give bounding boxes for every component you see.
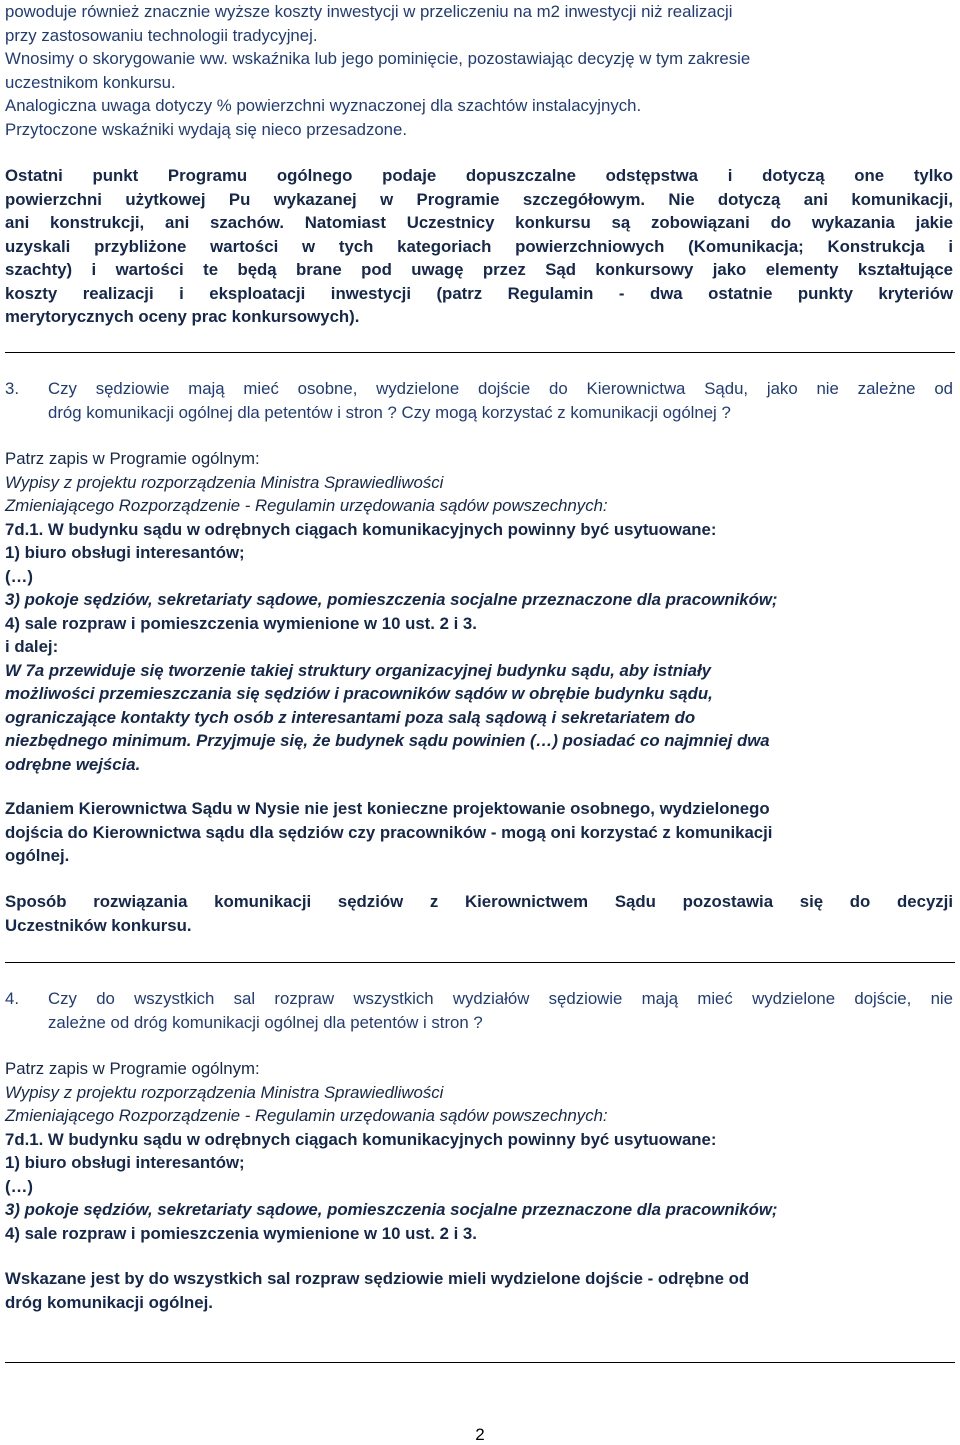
citation-item-4: 4) sale rozpraw i pomieszczenia wymienione w 10 ust. 2 i 3. [5, 1223, 477, 1243]
citation-item-7d1: 7d.1. W budynku sądu w odrębnych ciągach komunikacyjnych powinny być usytuowane: [5, 1129, 717, 1149]
answer-1-line-6: koszty realizacji i eksploatacji inwestycji (patrz Regulamin - dwa ostatnie punkty kryteriów [5, 283, 953, 303]
citation-heading: Patrz zapis w Programie ogólnym: [5, 1059, 260, 1078]
citation-7a-line-5: odrębne wejścia. [5, 754, 141, 774]
citation-item-1: 1) biuro obsługi interesantów; [5, 1153, 245, 1172]
answer-3b-line-2: Uczestników konkursu. [5, 915, 192, 935]
answer-4-line-1: Wskazane jest by do wszystkich sal rozpraw sędziowie mieli wydzielone dojście - odrębne od [5, 1269, 750, 1288]
question-4-line-1: Czy do wszystkich sal rozpraw wszystkich wydziałów sędziowie mają mieć wydzielone dojście, nie [48, 989, 953, 1008]
citation-item-7d1: 7d.1. W budynku sądu w odrębnych ciągach komunikacyjnych powinny być usytuowane: [5, 519, 717, 539]
intro-line-5: Analogiczna uwaga dotyczy % powierzchni wyznaczonej dla szachtów instalacyjnych. [5, 96, 642, 115]
citation-item-1: 1) biuro obsługi interesantów; [5, 543, 245, 562]
answer-1-line-7: merytorycznych oceny prac konkursowych). [5, 307, 360, 326]
question-3-text [48, 377, 953, 424]
intro-line-2: przy zastosowaniu technologii tradycyjnej. [5, 25, 318, 45]
citation-source-line-2: Zmieniającego Rozporządzenie - Regulamin urzędowania sądów powszechnych: [5, 496, 608, 515]
answer-1-line-3: ani konstrukcji, ani szachów. Natomiast Uczestnicy konkursu są zobowiązani do wykazania jakie [5, 213, 953, 232]
citation-7a-line-3: ograniczające kontakty tych osób z interesantami poza salą sądową i sekretariatem do [5, 707, 696, 727]
intro-line-4: uczestnikom konkursu. [5, 72, 176, 92]
question-4-line-2: zależne od dróg komunikacji ogólnej dla petentów i stron ? [48, 1012, 483, 1032]
intro-paragraph [5, 0, 953, 141]
answer-3b-line-1: Sposób rozwiązania komunikacji sędziów z Kierownictwem Sądu pozostawia się do decyzji [5, 892, 953, 911]
intro-line-6: Przytoczone wskaźniki wydają się nieco przesadzone. [5, 119, 408, 139]
question-4-text [48, 987, 953, 1034]
answer-4-line-2: dróg komunikacji ogólnej. [5, 1292, 213, 1312]
citation-7a-line-4: niezbędnego minimum. Przyjmuje się, że budynek sądu powinien (…) posiadać co najmniej dwa [5, 731, 770, 750]
citation-source-line-1: Wypisy z projektu rozporządzenia Ministra Sprawiedliwości [5, 1082, 444, 1102]
question-3-citation [5, 447, 953, 776]
citation-item-3: 3) pokoje sędziów, sekretariaty sądowe, pomieszczenia socjalne przeznaczone dla pracowników; [5, 590, 778, 609]
answer-3a-line-2: dojścia do Kierownictwa sądu dla sędziów czy pracowników - mogą oni korzystać z komunikacji [5, 822, 773, 842]
section-divider [5, 962, 955, 963]
answer-paragraph-3b [5, 890, 953, 937]
citation-heading: Patrz zapis w Programie ogólnym: [5, 449, 260, 468]
answer-1-line-1: Ostatni punkt Programu ogólnego podaje dopuszczalne odstępstwa i dotyczą one tylko [5, 166, 953, 185]
citation-ellipsis: (…) [5, 566, 33, 586]
question-3-number: 3. [5, 379, 19, 398]
question-3-line-1: Czy sędziowie mają mieć osobne, wydzielone dojście do Kierownictwa Sądu, jako nie zależne od [48, 379, 953, 398]
citation-ellipsis: (…) [5, 1176, 33, 1196]
question-4-citation [5, 1057, 953, 1245]
citation-7a-line-2: możliwości przemieszczania się sędziów i pracowników sądów w obrębie budynku sądu, [5, 684, 713, 703]
question-4-number: 4. [5, 989, 19, 1008]
citation-source-line-2: Zmieniającego Rozporządzenie - Regulamin urzędowania sądów powszechnych: [5, 1106, 608, 1125]
intro-line-1: powoduje również znacznie wyższe koszty inwestycji w przeliczeniu na m2 inwestycji niż realizacji [5, 2, 733, 21]
page-number: 2 [475, 1425, 485, 1444]
footer-divider [5, 1362, 955, 1363]
answer-1-line-5: szachty) i wartości te będą brane pod uwagę przez Sąd konkursowy jako elementy kształtujące [5, 260, 953, 279]
section-divider [5, 352, 955, 353]
answer-1-line-2: powierzchni użytkowej Pu wykazanej w Programie szczegółowym. Nie dotyczą ani komunikacji, [5, 189, 953, 209]
answer-paragraph-3a [5, 797, 953, 868]
citation-item-3: 3) pokoje sędziów, sekretariaty sądowe, pomieszczenia socjalne przeznaczone dla pracowników; [5, 1200, 778, 1219]
question-3-line-2: dróg komunikacji ogólnej dla petentów i stron ? Czy mogą korzystać z komunikacji ogólnej ? [48, 402, 731, 422]
answer-3a-line-3: ogólnej. [5, 846, 70, 865]
citation-source-line-1: Wypisy z projektu rozporządzenia Ministra Sprawiedliwości [5, 472, 444, 492]
answer-1-line-4: uzyskali przybliżone wartości w tych kategoriach powierzchniowych (Komunikacja; Konstrukcja i [5, 236, 953, 256]
citation-7a-line-1: W 7a przewiduje się tworzenie takiej struktury organizacyjnej budynku sądu, aby istniały [5, 660, 711, 680]
answer-3a-line-1: Zdaniem Kierownictwa Sądu w Nysie nie jest konieczne projektowanie osobnego, wydzielonego [5, 799, 770, 818]
answer-paragraph-4 [5, 1267, 953, 1314]
citation-item-4: 4) sale rozpraw i pomieszczenia wymienione w 10 ust. 2 i 3. [5, 613, 477, 633]
answer-paragraph-1 [5, 164, 953, 329]
citation-and-further: i dalej: [5, 637, 59, 656]
intro-line-3: Wnosimy o skorygowanie ww. wskaźnika lub jego pominięcie, pozostawiając decyzję w tym zakresie [5, 49, 751, 68]
